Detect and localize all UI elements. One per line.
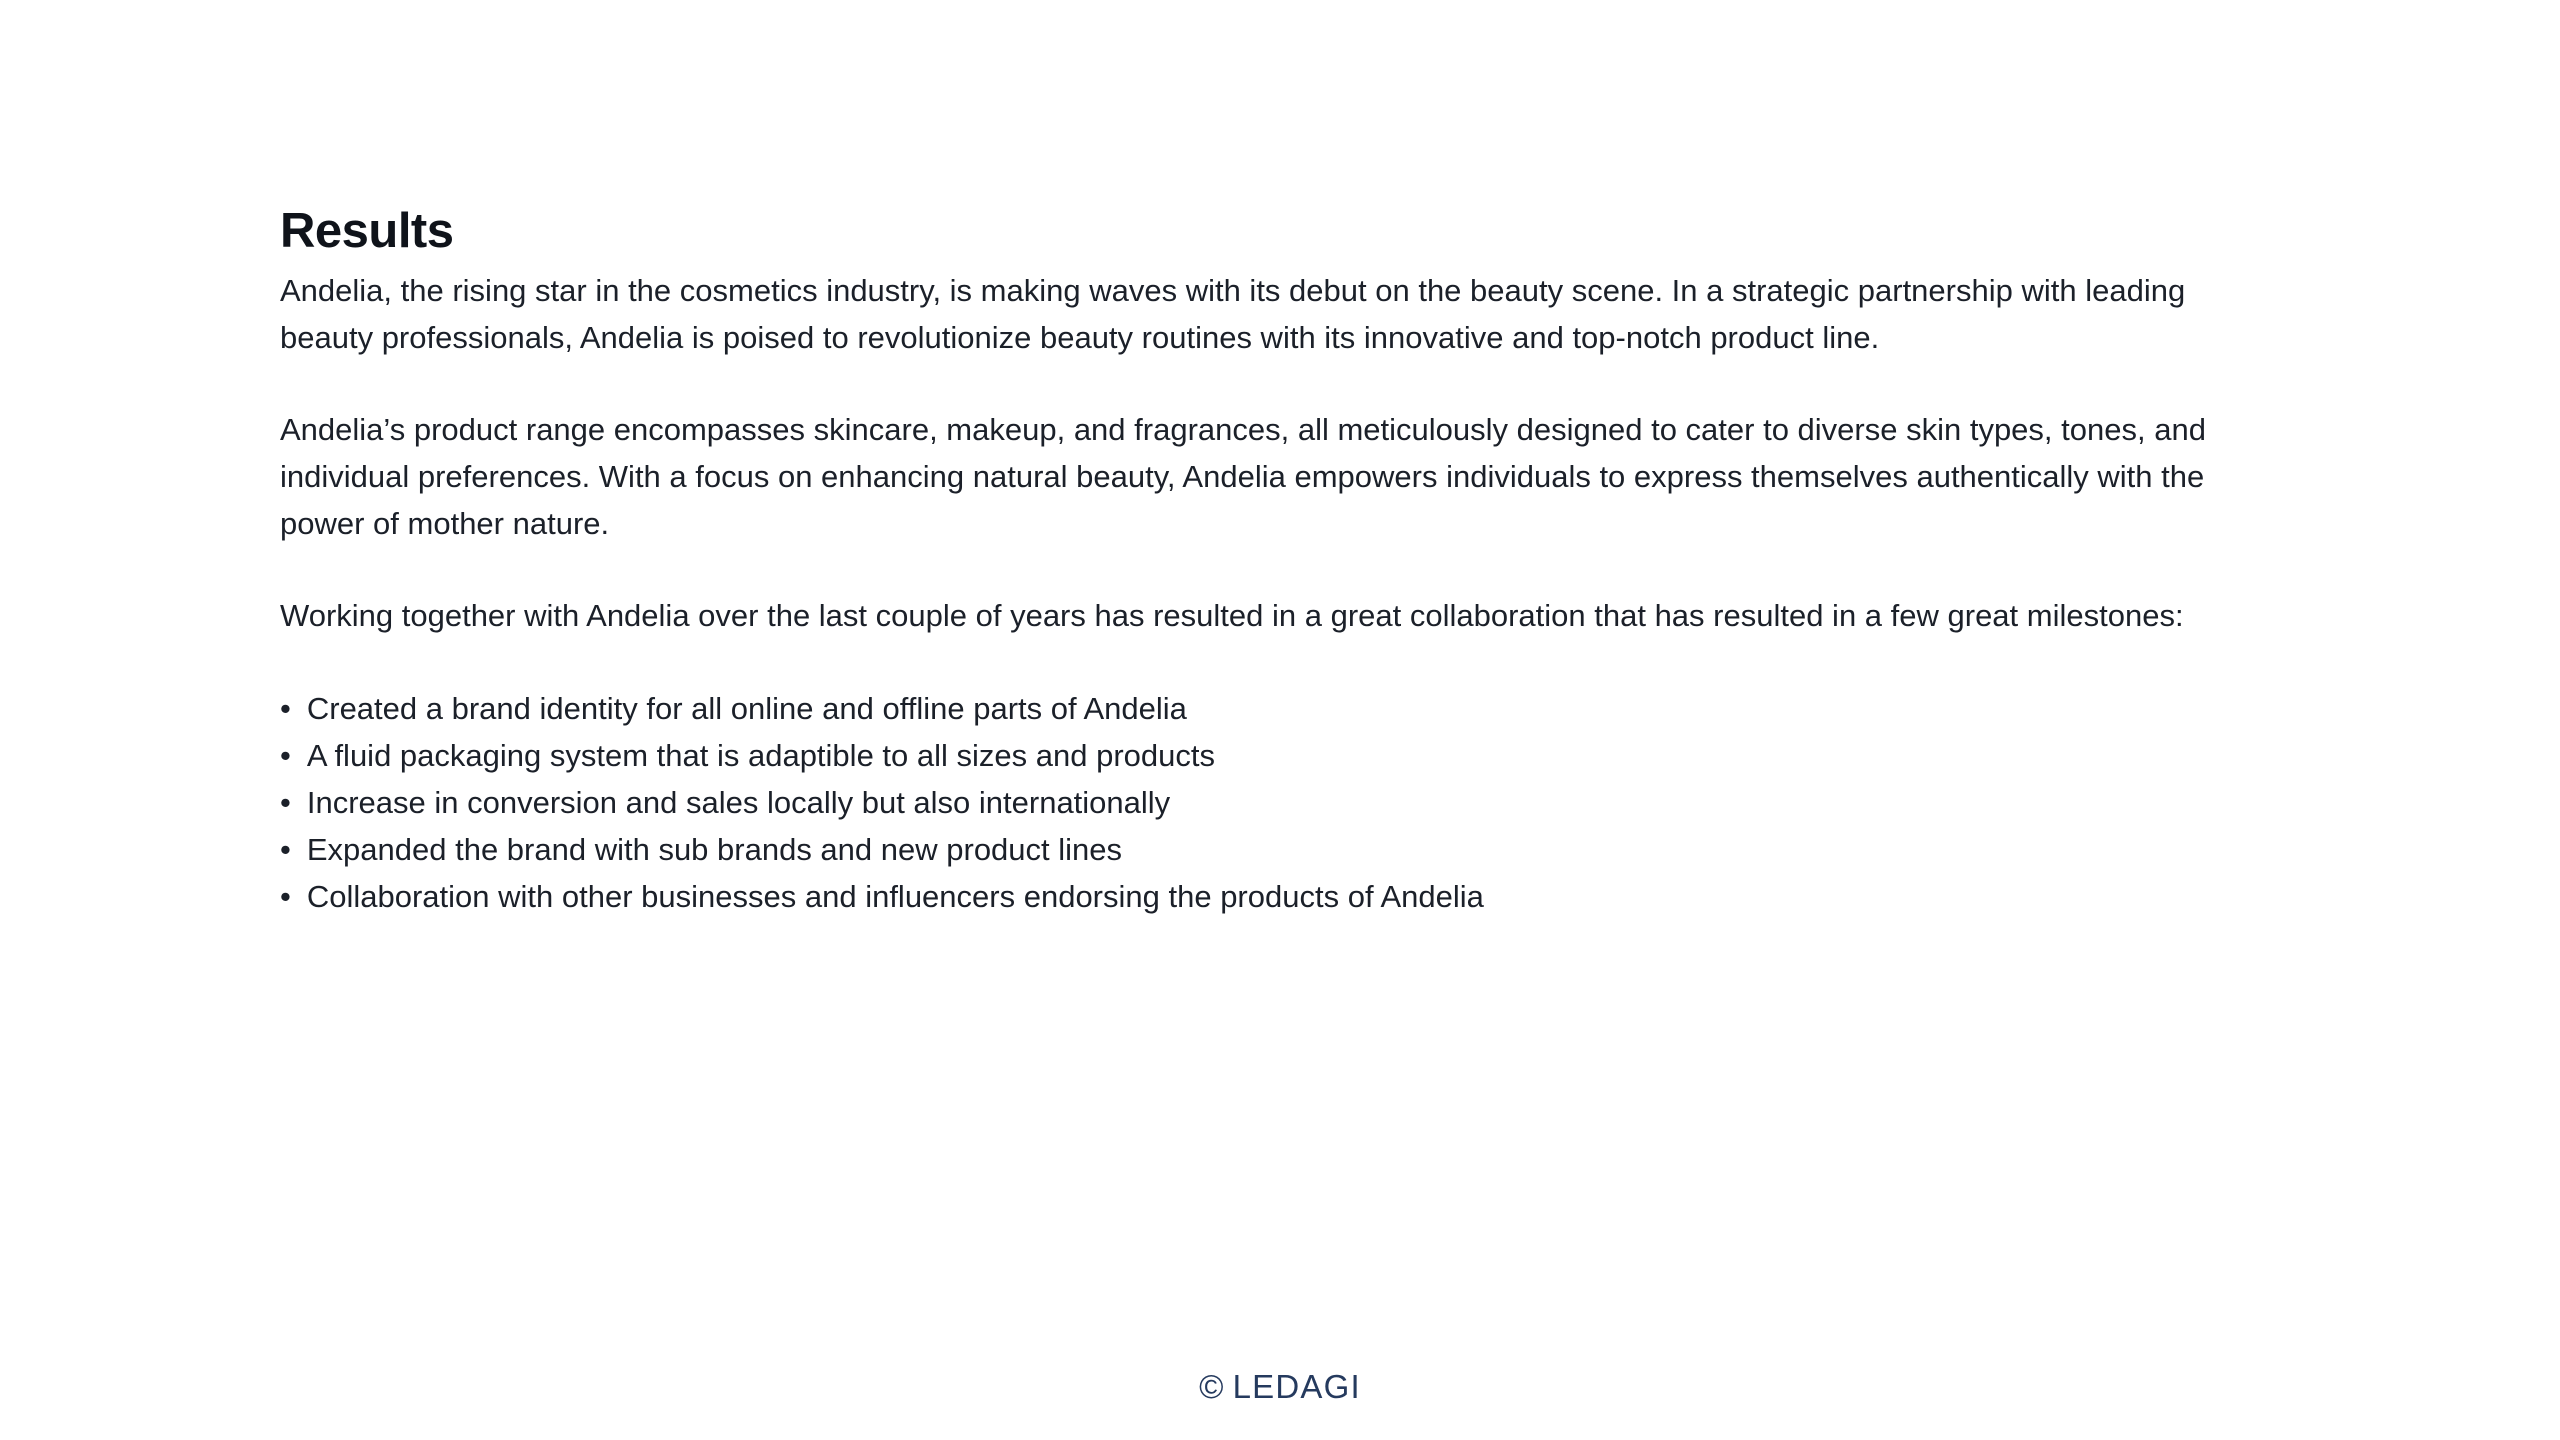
- spacer: [280, 640, 2270, 685]
- document-content: [280, 205, 2270, 920]
- page-title: Results: [280, 204, 454, 258]
- list-item-label: Created a brand identity for all online and offline parts of Andelia: [306, 690, 1187, 726]
- list-item: [280, 826, 2270, 873]
- bullet-icon: •: [280, 784, 291, 820]
- list-item-label: Increase in conversion and sales locally but also internationally: [306, 784, 1171, 820]
- milestones-list: [280, 685, 2270, 921]
- bullet-icon: •: [280, 737, 291, 773]
- spacer: [280, 547, 2270, 592]
- bullet-icon: •: [280, 690, 291, 726]
- paragraph-collaboration: Working together with Andelia over the last couple of years has resulted in a great collaboration that has resulted in a few great milestones:: [280, 598, 2184, 634]
- list-item-label: A fluid packaging system that is adaptible to all sizes and products: [306, 737, 1215, 773]
- list-item-label: Expanded the brand with sub brands and new product lines: [306, 831, 1123, 867]
- bullet-icon: •: [280, 831, 291, 867]
- list-item: [280, 873, 2270, 920]
- paragraph-product-range: Andelia’s product range encompasses skincare, makeup, and fragrances, all meticulously designed to cater to diverse skin types, tones, and individual preferences. With a focus on enhancing natural beauty, Andelia empowers individuals to express themselves authentically with the power of mother nature.: [280, 412, 2206, 542]
- list-item: [280, 732, 2270, 779]
- list-item: [280, 685, 2270, 732]
- footer-brand-label: LEDAGI: [1232, 1368, 1361, 1405]
- list-item-label: Collaboration with other businesses and influencers endorsing the products of Andelia: [306, 878, 1484, 914]
- bullet-icon: •: [280, 878, 291, 914]
- list-item: [280, 779, 2270, 826]
- copyright-icon: ©: [1199, 1368, 1225, 1405]
- spacer: [280, 361, 2270, 406]
- footer-brand: [1199, 1368, 1361, 1405]
- footer: [0, 1368, 2560, 1406]
- paragraph-intro: Andelia, the rising star in the cosmetics industry, is making waves with its debut on the beauty scene. In a strategic partnership with leading beauty professionals, Andelia is poised to revolutionize beauty routines with its innovative and top-notch product line.: [280, 272, 2186, 355]
